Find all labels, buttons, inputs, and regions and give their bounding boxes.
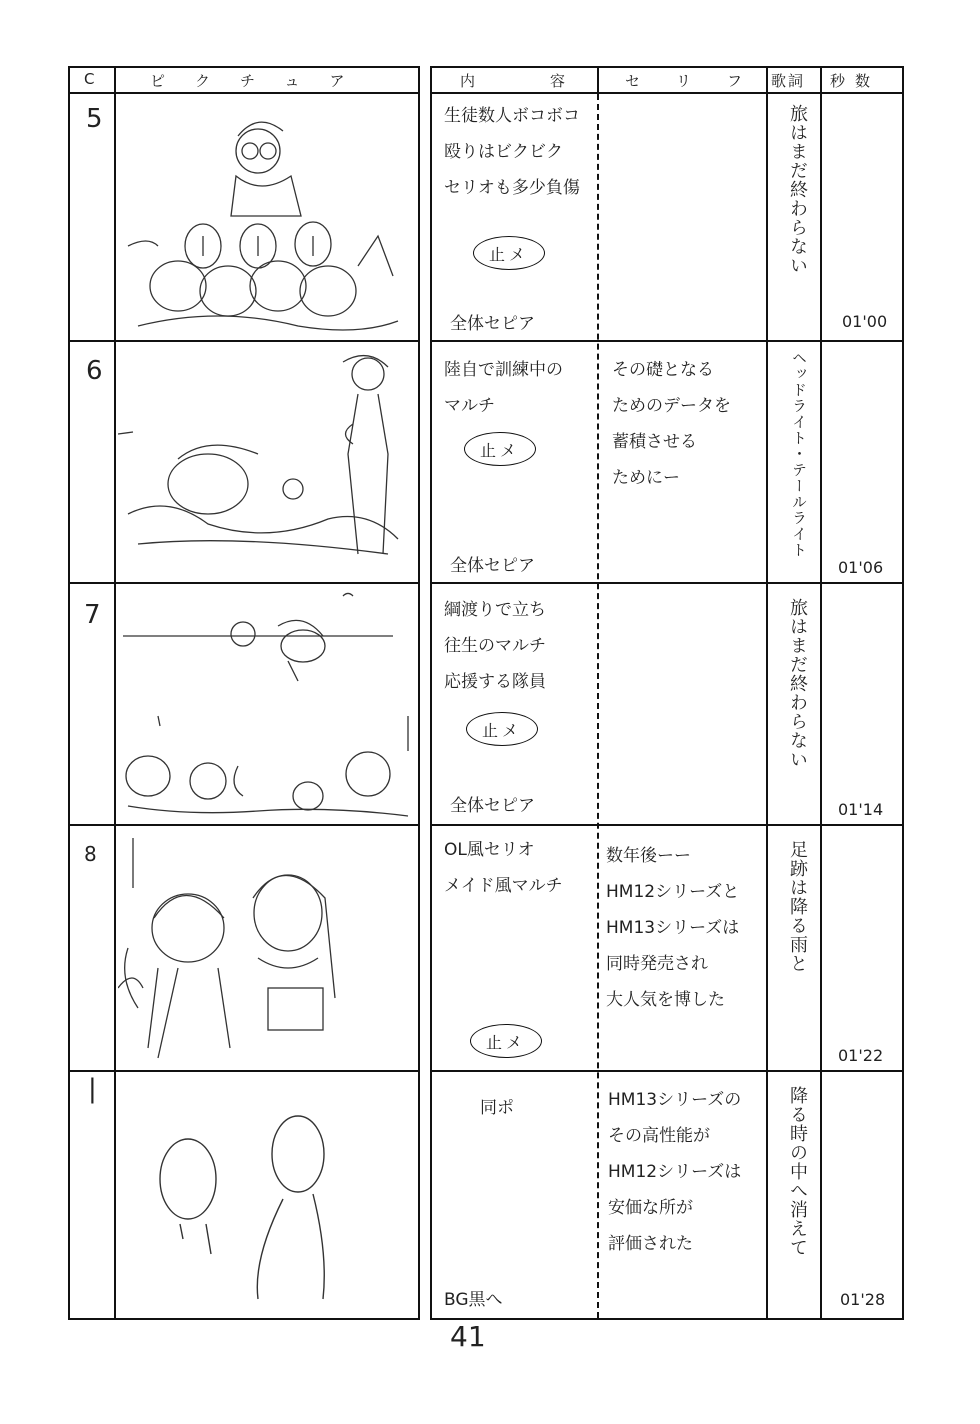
header-dialogue: セリフ — [625, 72, 779, 90]
sketch-silhouettes — [118, 1074, 416, 1316]
duration-time: 01'06 — [838, 558, 884, 577]
frame-right-edge-right — [902, 66, 904, 1320]
header-underline-right — [430, 92, 904, 94]
lyrics-column-divider — [766, 66, 768, 1320]
frame-right-edge-left — [430, 66, 432, 1320]
row-separator-left — [68, 1070, 420, 1072]
cut-number: 5 — [86, 104, 103, 134]
seconds-column-divider — [820, 66, 822, 1320]
frame-right-top — [430, 66, 904, 68]
duration-time: 01'00 — [842, 312, 888, 331]
dialogue-dashed-divider — [597, 94, 599, 1318]
row-separator-left — [68, 824, 420, 826]
stop-stamp: 止メ — [466, 712, 538, 746]
dialogue-text: その礎となる ためのデータを 蓄積させる ためにー — [612, 360, 731, 488]
stop-stamp: 止メ — [470, 1024, 542, 1058]
frame-right-bottom — [430, 1318, 904, 1320]
cut-number: 6 — [86, 356, 103, 386]
cut-column-divider — [114, 66, 116, 1320]
color-note: 全体セピア — [450, 314, 535, 334]
header-lyrics: 歌詞 — [771, 72, 806, 90]
stop-stamp: 止メ — [473, 236, 545, 270]
content-text: 生徒数人ボコボコ 殴りはビクビク セリオも多少負傷 — [444, 106, 580, 198]
header-seconds: 秒数 — [830, 72, 881, 90]
lyrics-text: 旅はまだ終わらない — [787, 598, 808, 769]
sketch-ol-serio-maid-multi — [118, 828, 416, 1068]
color-note: BG黒へ — [444, 1290, 503, 1310]
row-separator-left — [68, 340, 420, 342]
lyrics-text: 足跡は降る雨と — [787, 840, 808, 973]
frame-left-top — [68, 66, 420, 68]
header-content: 内 容 — [460, 72, 596, 90]
content-text: 陸自で訓練中の マルチ — [444, 360, 563, 416]
duration-time: 01'22 — [838, 1046, 884, 1065]
frame-left-right — [418, 66, 420, 1320]
sketch-multi-training — [118, 344, 416, 580]
duration-time: 01'28 — [840, 1290, 886, 1309]
sketch-students-crowd — [118, 96, 416, 338]
dialogue-text: HM13シリーズの その高性能が HM12シリーズは 安価な所が 評価された — [608, 1090, 742, 1254]
cut-number: 7 — [84, 600, 101, 630]
row-separator-left — [68, 582, 420, 584]
stop-stamp: 止メ — [464, 432, 536, 466]
row-separator-right — [430, 1070, 904, 1072]
duration-time: 01'14 — [838, 800, 884, 819]
content-text: 綱渡りで立ち 往生のマルチ 応援する隊員 — [444, 600, 546, 692]
lyrics-text: 旅はまだ終わらない — [787, 104, 808, 275]
frame-left-bottom — [68, 1318, 420, 1320]
lyrics-text: 降る時の中へ消えて — [787, 1086, 808, 1257]
content-text: 同ポ — [480, 1098, 514, 1118]
header-underline-left — [68, 92, 420, 94]
frame-left-edge — [68, 66, 70, 1320]
color-note: 全体セピア — [450, 556, 535, 576]
sketch-tightrope — [118, 586, 416, 822]
cut-number: | — [88, 1074, 97, 1104]
header-cut: C — [84, 70, 101, 88]
cut-number: 8 — [84, 842, 97, 866]
row-separator-right — [430, 824, 904, 826]
dialogue-text: 数年後ーー HM12シリーズと HM13シリーズは 同時発売され 大人気を博した — [606, 846, 740, 1010]
dialogue-header-divider — [597, 66, 599, 94]
header-picture: ピクチュア — [150, 72, 375, 90]
color-note: 全体セピア — [450, 796, 535, 816]
page-number: 41 — [450, 1320, 486, 1353]
content-text: OL風セリオ メイド風マルチ — [444, 840, 563, 896]
lyrics-text: ヘッドライト・テールライト — [790, 350, 808, 558]
